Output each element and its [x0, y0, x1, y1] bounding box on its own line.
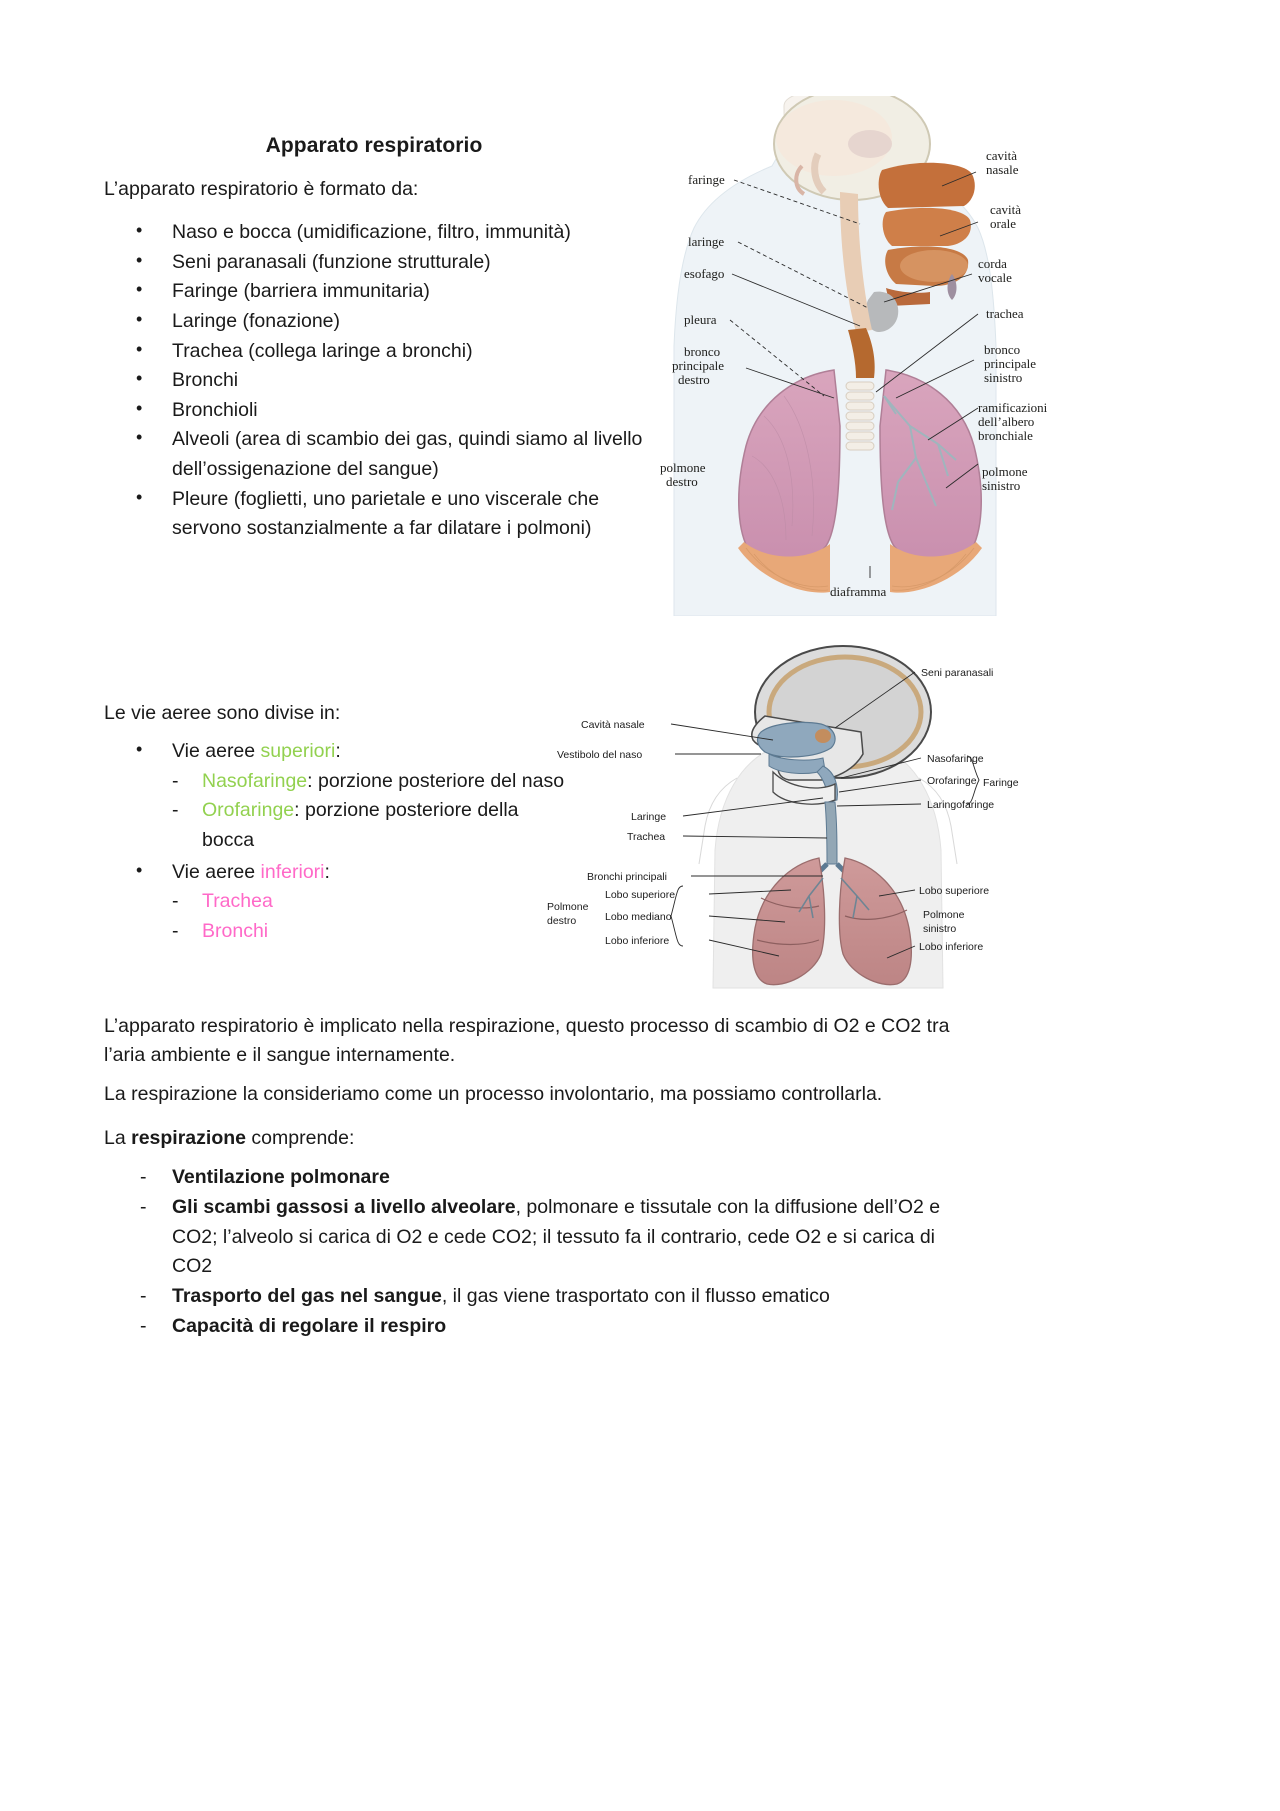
- list-item: [104, 1163, 944, 1192]
- label-cavita-nasale-1: cavità: [986, 148, 1018, 163]
- paragraph-respirazione-comprende: [104, 1124, 964, 1153]
- sub-list-item: [144, 915, 577, 947]
- label-bronco-principale-destro-2: principale: [672, 358, 724, 373]
- list-item: • Laringe (fonazione): [104, 307, 664, 337]
- sub-term: Bronchi: [202, 919, 269, 942]
- sub-term: Nasofaringe: [202, 769, 308, 792]
- para3-plain: La: [104, 1127, 132, 1149]
- label2-nasofaringe: Nasofaringe: [927, 753, 984, 765]
- breathing-components-list: [104, 1163, 944, 1343]
- airways-inferiori-sublist: [172, 887, 577, 946]
- item-bold: Ventilazione polmonare: [172, 1166, 390, 1188]
- label-polmone-destro-2: destro: [666, 474, 698, 489]
- label-ramificazioni-2: dell’albero: [978, 414, 1035, 429]
- list-item: • Faringe (barriera immunitaria): [104, 277, 664, 307]
- label2-vestibolo-del-naso: Vestibolo del naso: [557, 749, 643, 761]
- item-bold: Trasporto del gas nel sangue: [172, 1285, 442, 1307]
- list-item: • Bronchi: [104, 366, 664, 396]
- label2-lobo-inferiore: Lobo inferiore: [605, 935, 670, 947]
- label-laringe: laringe: [688, 234, 725, 249]
- list-item-vie-aeree-superiori: [104, 737, 574, 856]
- item-bold: Capacità di regolare il respiro: [172, 1315, 447, 1338]
- label-corda-vocale-2: vocale: [978, 270, 1012, 285]
- paragraph-processo-involontario: La respirazione la consideriamo come un processo involontario, ma possiamo controllarla.: [104, 1083, 883, 1105]
- airway-label-plain: Vie aeree: [172, 740, 261, 762]
- figure-vie-aeree: [523, 628, 1083, 998]
- page-title: Apparato respiratorio: [265, 134, 483, 157]
- airway-label-plain: Vie aeree: [172, 860, 261, 883]
- label-bronco-principale-sinistro-3: sinistro: [984, 370, 1023, 385]
- item-bold: Gli scambi gassosi a livello alveolare: [172, 1196, 516, 1219]
- label-bronco-principale-destro-1: bronco: [684, 344, 721, 359]
- label-cavita-orale-2: orale: [990, 216, 1016, 231]
- sub-term: Orofaringe: [202, 799, 295, 822]
- label-corda-vocale-1: corda: [978, 256, 1007, 271]
- label2-polmone-destro-2: destro: [547, 915, 577, 927]
- paragraph-respirazione-definizione: L’apparato respiratorio è implicato nella respirazione, questo processo di scambio di O2 e CO2 tra l’aria ambiente e il sangue internamente.: [104, 1015, 950, 1067]
- label2-laringe: Laringe: [631, 811, 667, 823]
- label-bronco-principale-sinistro-1: bronco: [984, 342, 1021, 357]
- airway-label-tail: :: [324, 860, 330, 883]
- label-faringe: faringe: [688, 172, 725, 187]
- label2-lobo-mediano: Lobo mediano: [605, 911, 672, 923]
- label2-polmone-sinistro-1: Polmone: [923, 909, 965, 921]
- airways-intro: Le vie aeree sono divise in:: [104, 702, 341, 724]
- para3-tail: comprende:: [246, 1127, 355, 1149]
- label-pleura: pleura: [684, 312, 717, 327]
- list-item: • Trachea (collega laringe a bronchi): [104, 337, 664, 367]
- label2-cavita-nasale: Cavità nasale: [581, 719, 645, 731]
- label-cavita-orale-1: cavità: [990, 202, 1022, 217]
- airways-list: [104, 737, 577, 948]
- list-item: • Seni paranasali (funzione strutturale): [104, 248, 664, 278]
- figure-apparato-respiratorio: [634, 96, 1134, 616]
- label-polmone-destro-1: polmone: [660, 460, 706, 475]
- label2-orofaringe: Orofaringe: [927, 775, 977, 787]
- label2-seni-paranasali: Seni paranasali: [921, 667, 994, 679]
- label2-lobo-superiore: Lobo superiore: [605, 889, 676, 901]
- sub-list-item: [144, 796, 574, 855]
- label2-polmone-sinistro-2: sinistro: [923, 923, 957, 935]
- label2-lobo-superiore-sx: Lobo superiore: [919, 885, 990, 897]
- label-ramificazioni-3: bronchiale: [978, 428, 1033, 443]
- sub-term: Trachea: [202, 890, 273, 913]
- label2-laringofaringe: Laringofaringe: [927, 799, 995, 811]
- label2-trachea: Trachea: [627, 831, 666, 843]
- sub-list-item: [144, 767, 574, 797]
- label-polmone-sinistro-1: polmone: [982, 464, 1028, 479]
- airway-label-tail: :: [335, 740, 341, 762]
- list-item-vie-aeree-inferiori: [104, 858, 577, 947]
- sub-rest: : porzione posteriore della bocca: [202, 799, 519, 851]
- label-bronco-principale-sinistro-2: principale: [984, 356, 1036, 371]
- label-bronco-principale-destro-3: destro: [678, 372, 710, 387]
- label-cavita-nasale-2: nasale: [986, 162, 1019, 177]
- list-item: [104, 1312, 944, 1341]
- para3-bold: respirazione: [131, 1127, 246, 1149]
- airways-superiori-sublist: [172, 767, 574, 856]
- label2-faringe: Faringe: [983, 777, 1019, 789]
- list-item: [104, 1193, 944, 1281]
- airway-label-colored: inferiori: [260, 860, 325, 883]
- list-item: • Pleure (foglietti, uno parietale e uno viscerale che servono sostanzialmente a far dilatare i polmoni): [104, 485, 664, 544]
- label-diaframma: diaframma: [830, 584, 887, 599]
- list-item: • Bronchioli: [104, 396, 664, 426]
- list-item: [104, 1282, 944, 1311]
- label2-bronchi-principali: Bronchi principali: [587, 871, 667, 883]
- label-ramificazioni-1: ramificazioni: [978, 400, 1048, 415]
- label-polmone-sinistro-2: sinistro: [982, 478, 1021, 493]
- label2-polmone-destro-1: Polmone: [547, 901, 589, 913]
- intro-paragraph: L’apparato respiratorio è formato da:: [104, 178, 419, 200]
- sub-rest: : porzione posteriore del naso: [307, 769, 565, 792]
- label-trachea: trachea: [986, 306, 1024, 321]
- respiratory-parts-list: [104, 218, 664, 544]
- item-rest: , il gas viene trasportato con il flusso ematico: [441, 1285, 830, 1307]
- label-esofago: esofago: [684, 266, 725, 281]
- sub-list-item: [144, 887, 574, 917]
- airway-label-colored: superiori: [260, 740, 336, 762]
- list-item: • Alveoli (area di scambio dei gas, quindi siamo al livello dell’ossigenazione del sangue): [104, 425, 664, 484]
- label2-lobo-inferiore-sx: Lobo inferiore: [919, 941, 984, 953]
- list-item: • Naso e bocca (umidificazione, filtro, immunità): [104, 218, 664, 248]
- item-rest: , polmonare e tissutale con la diffusione dell’O2 e CO2; l’alveolo si carica di O2 e cede CO2; il tessuto fa il contrario, cede O2 e si carica di CO2: [172, 1196, 941, 1277]
